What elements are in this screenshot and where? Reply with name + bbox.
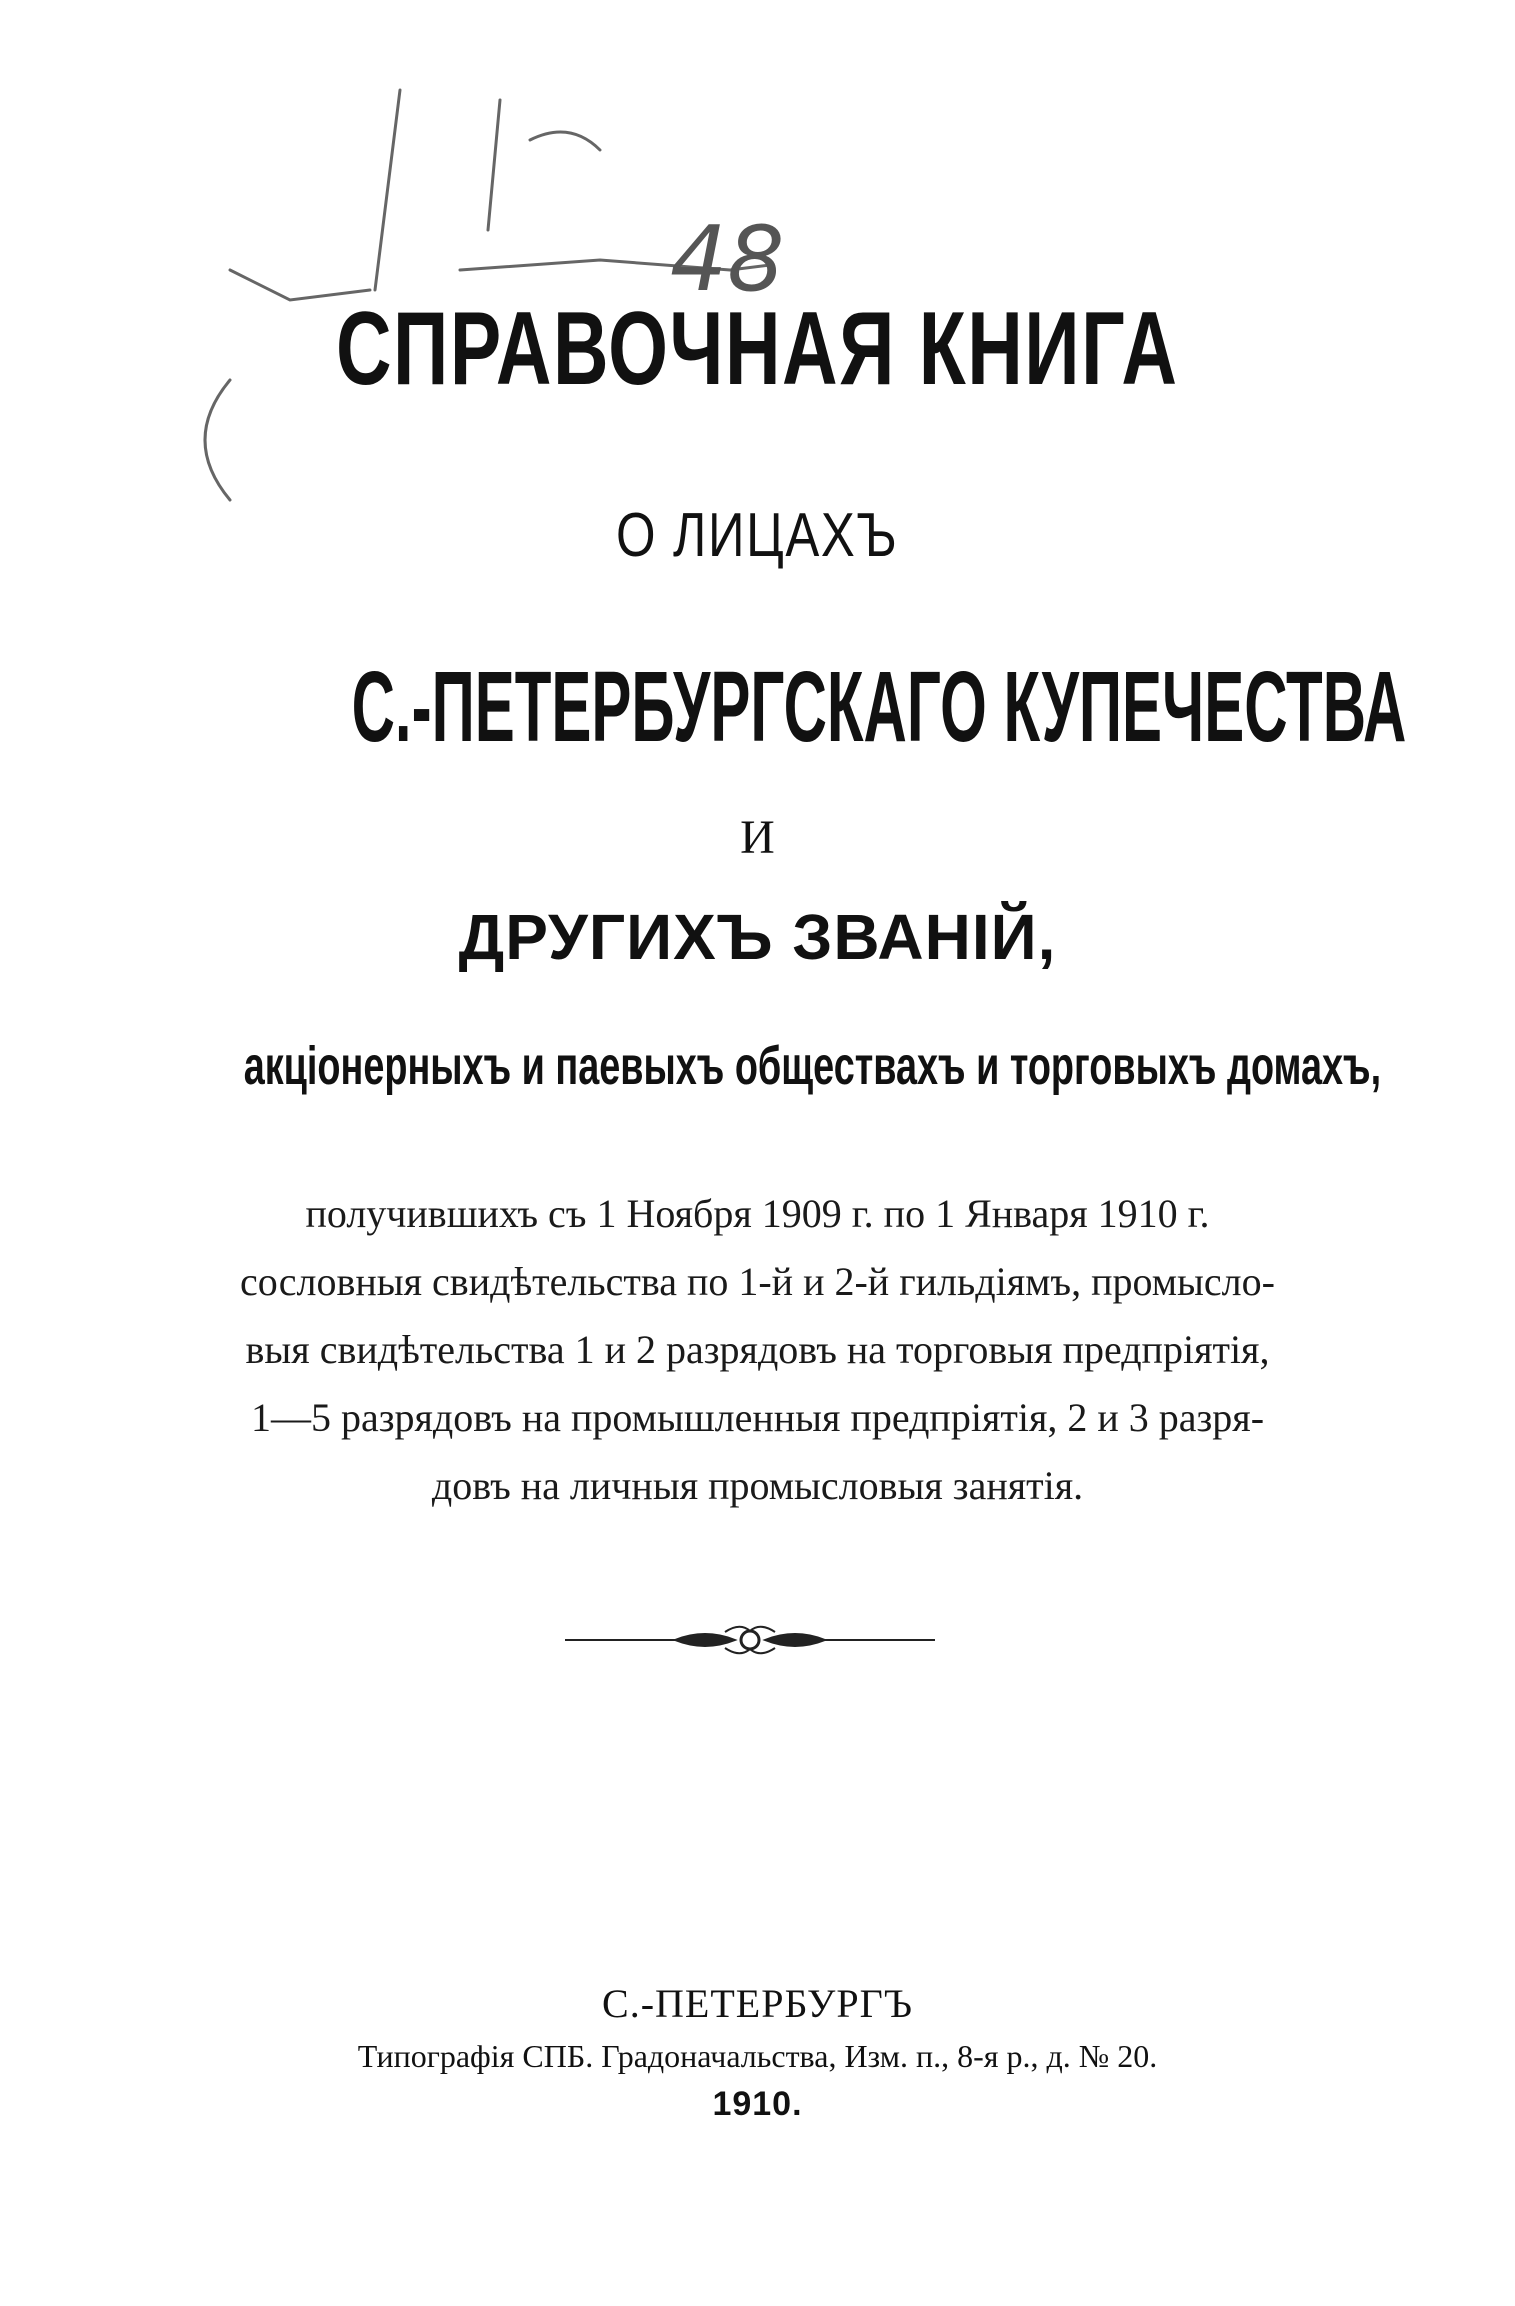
title-line-5 [0,900,1515,974]
body-line: 1—5 разрядовъ на промышленныя предпріятія, 2 и 3 разря- [250,1395,1265,1440]
body-line: получившихъ съ 1 Ноября 1909 г. по 1 Января 1910 г. [305,1191,1210,1236]
book-title: СПРАВОЧНАЯ КНИГА [336,291,1179,407]
title-conjunction: И [740,811,775,864]
pencil-stroke [488,100,500,230]
title-merchants: С.-ПЕТЕРБУРГСКАГО КУПЕЧЕСТВА [351,651,1407,763]
imprint-year: 1910. [712,2085,803,2123]
title-line-2 [0,500,1515,571]
imprint-city: С.-ПЕТЕРБУРГЪ [602,1981,913,2026]
body-line: довъ на личныя промысловыя занятія. [431,1463,1084,1508]
title-line-4 [0,810,1515,865]
imprint-press: Типографія СПБ. Градоначальства, Изм. п., 8-я р., д. № 20. [357,2038,1158,2074]
title-subject: О ЛИЦАХЪ [616,501,899,570]
ornament-divider [565,1620,935,1660]
title-line-1 [0,290,1515,409]
body-line: сословныя свидѣтельства по 1-й и 2-й гильдіямъ, промысло- [240,1259,1275,1304]
title-other-ranks: ДРУГИХЪ ЗВАНІЙ, [458,901,1057,973]
shelfmark-number: 48 [670,207,785,312]
pencil-stroke [530,132,600,150]
body-line: выя свидѣтельства 1 и 2 разрядовъ на торговыя предпріятія, [245,1327,1270,1372]
title-line-3 [0,650,1515,765]
pencil-stroke [375,90,400,290]
title-companies: акціонерныхъ и паевыхъ обществахъ и торговыхъ домахъ, [243,1036,1382,1096]
title-line-6 [0,1035,1515,1097]
